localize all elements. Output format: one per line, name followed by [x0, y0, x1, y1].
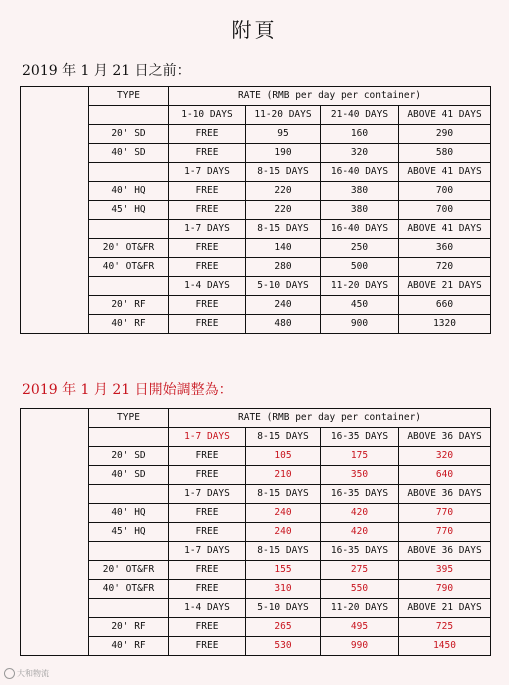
rate-cell: ABOVE 41 DAYS	[399, 220, 491, 239]
rate-cell: 530	[246, 637, 321, 656]
rate-cell: 320	[321, 144, 399, 163]
rate-cell: ABOVE 21 DAYS	[399, 599, 491, 618]
rate-cell: FREE	[169, 447, 246, 466]
rate-cell: 11-20 DAYS	[246, 106, 321, 125]
rate-cell: FREE	[169, 258, 246, 277]
rate-cell: FREE	[169, 504, 246, 523]
page-title: 附頁	[231, 18, 278, 42]
rate-cell: 8-15 DAYS	[246, 163, 321, 182]
rate-cell: 1-7 DAYS	[169, 542, 246, 561]
rate-cell: 770	[399, 504, 491, 523]
blank-side-cell	[21, 409, 89, 656]
type-header: TYPE	[89, 409, 169, 428]
rate-cell: FREE	[169, 201, 246, 220]
container-type-cell: 20' OT&FR	[89, 239, 169, 258]
rate-cell: 1-7 DAYS	[169, 485, 246, 504]
rate-cell: 660	[399, 296, 491, 315]
rate-cell: 1-7 DAYS	[169, 220, 246, 239]
rate-cell: 240	[246, 523, 321, 542]
table-row	[21, 296, 491, 315]
rate-cell: 350	[321, 466, 399, 485]
rate-cell: FREE	[169, 125, 246, 144]
table-row	[21, 447, 491, 466]
table-row	[21, 561, 491, 580]
rate-cell: FREE	[169, 239, 246, 258]
container-type-cell: 40' SD	[89, 466, 169, 485]
container-type-cell: 20' SD	[89, 447, 169, 466]
table-row	[21, 504, 491, 523]
rate-cell: 95	[246, 125, 321, 144]
rate-cell: 1-7 DAYS	[169, 428, 246, 447]
rate-cell: 8-15 DAYS	[246, 542, 321, 561]
rate-cell: 275	[321, 561, 399, 580]
rate-header: RATE (RMB per day per container)	[169, 409, 491, 428]
container-type-cell: 40' RF	[89, 637, 169, 656]
table-row	[21, 106, 491, 125]
container-type-cell: 20' OT&FR	[89, 561, 169, 580]
container-type-cell	[89, 277, 169, 296]
rate-cell: ABOVE 36 DAYS	[399, 542, 491, 561]
rate-cell: 310	[246, 580, 321, 599]
table-row	[21, 637, 491, 656]
rate-cell: 240	[246, 504, 321, 523]
rate-cell: 16-40 DAYS	[321, 220, 399, 239]
rate-cell: ABOVE 36 DAYS	[399, 428, 491, 447]
section-1-heading: 2019 年 1 月 21 日之前：	[22, 63, 191, 79]
rate-cell: 420	[321, 523, 399, 542]
watermark	[4, 668, 49, 679]
table-row	[21, 580, 491, 599]
rate-cell: ABOVE 41 DAYS	[399, 106, 491, 125]
rate-cell: 220	[246, 201, 321, 220]
rate-cell: FREE	[169, 144, 246, 163]
container-type-cell: 40' HQ	[89, 504, 169, 523]
table-row	[21, 542, 491, 561]
container-type-cell	[89, 485, 169, 504]
container-type-cell	[89, 163, 169, 182]
rate-cell: 360	[399, 239, 491, 258]
rate-header: RATE (RMB per day per container)	[169, 87, 491, 106]
container-type-cell: 20' RF	[89, 296, 169, 315]
rate-cell: 11-20 DAYS	[321, 277, 399, 296]
rate-cell: 770	[399, 523, 491, 542]
rate-cell: 8-15 DAYS	[246, 220, 321, 239]
container-type-cell: 40' OT&FR	[89, 258, 169, 277]
rate-cell: ABOVE 41 DAYS	[399, 163, 491, 182]
rate-cell: 320	[399, 447, 491, 466]
rate-cell: 1-4 DAYS	[169, 599, 246, 618]
rate-cell: 495	[321, 618, 399, 637]
rate-cell: 990	[321, 637, 399, 656]
rate-cell: ABOVE 21 DAYS	[399, 277, 491, 296]
rate-cell: 140	[246, 239, 321, 258]
rate-cell: FREE	[169, 182, 246, 201]
table-row	[21, 125, 491, 144]
table-row	[21, 277, 491, 296]
table-row	[21, 163, 491, 182]
rate-cell: FREE	[169, 523, 246, 542]
rate-cell: 380	[321, 182, 399, 201]
rate-cell: 16-35 DAYS	[321, 428, 399, 447]
rate-cell: FREE	[169, 296, 246, 315]
rate-cell: 250	[321, 239, 399, 258]
rate-cell: 450	[321, 296, 399, 315]
rate-cell: FREE	[169, 580, 246, 599]
section-2-heading: 2019 年 1 月 21 日開始調整為：	[22, 382, 233, 398]
rate-cell: 155	[246, 561, 321, 580]
container-type-cell	[89, 599, 169, 618]
rate-table-after	[20, 408, 491, 656]
rate-cell: 900	[321, 315, 399, 334]
rate-cell: 11-20 DAYS	[321, 599, 399, 618]
table-row	[21, 144, 491, 163]
rate-cell: 395	[399, 561, 491, 580]
container-type-cell	[89, 542, 169, 561]
rate-cell: 1-7 DAYS	[169, 163, 246, 182]
rate-cell: 190	[246, 144, 321, 163]
table-row	[21, 315, 491, 334]
container-type-cell: 40' OT&FR	[89, 580, 169, 599]
container-type-cell: 45' HQ	[89, 523, 169, 542]
rate-cell: 720	[399, 258, 491, 277]
rate-cell: 21-40 DAYS	[321, 106, 399, 125]
container-type-cell: 20' SD	[89, 125, 169, 144]
rate-cell: 580	[399, 144, 491, 163]
rate-cell: 500	[321, 258, 399, 277]
rate-cell: 725	[399, 618, 491, 637]
rate-cell: 240	[246, 296, 321, 315]
table-row	[21, 239, 491, 258]
table-row	[21, 182, 491, 201]
container-type-cell	[89, 428, 169, 447]
rate-cell: 700	[399, 201, 491, 220]
rate-cell: 8-15 DAYS	[246, 428, 321, 447]
table-row	[21, 485, 491, 504]
rate-cell: 700	[399, 182, 491, 201]
rate-cell: 5-10 DAYS	[246, 599, 321, 618]
container-type-cell	[89, 106, 169, 125]
rate-cell: 420	[321, 504, 399, 523]
rate-cell: FREE	[169, 466, 246, 485]
rate-cell: 105	[246, 447, 321, 466]
rate-cell: 265	[246, 618, 321, 637]
rate-cell: 1320	[399, 315, 491, 334]
table-header-row	[21, 87, 491, 106]
rate-cell: 290	[399, 125, 491, 144]
rate-cell: 175	[321, 447, 399, 466]
rate-cell: 16-35 DAYS	[321, 542, 399, 561]
table-row	[21, 466, 491, 485]
rate-cell: 380	[321, 201, 399, 220]
container-type-cell	[89, 220, 169, 239]
type-header: TYPE	[89, 87, 169, 106]
rate-cell: 210	[246, 466, 321, 485]
rate-table-before	[20, 86, 491, 334]
rate-cell: FREE	[169, 637, 246, 656]
rate-cell: FREE	[169, 618, 246, 637]
rate-cell: 480	[246, 315, 321, 334]
container-type-cell: 45' HQ	[89, 201, 169, 220]
weibo-icon	[4, 668, 15, 679]
rate-cell: 16-35 DAYS	[321, 485, 399, 504]
rate-cell: 8-15 DAYS	[246, 485, 321, 504]
rate-cell: 220	[246, 182, 321, 201]
rate-cell: 280	[246, 258, 321, 277]
rate-cell: 16-40 DAYS	[321, 163, 399, 182]
rate-cell: 790	[399, 580, 491, 599]
container-type-cell: 40' SD	[89, 144, 169, 163]
table-row	[21, 201, 491, 220]
container-type-cell: 40' HQ	[89, 182, 169, 201]
rate-cell: 5-10 DAYS	[246, 277, 321, 296]
rate-cell: 160	[321, 125, 399, 144]
blank-side-cell	[21, 87, 89, 334]
table-row	[21, 258, 491, 277]
table-row	[21, 599, 491, 618]
table-row	[21, 220, 491, 239]
rate-cell: 550	[321, 580, 399, 599]
container-type-cell: 40' RF	[89, 315, 169, 334]
table-row	[21, 523, 491, 542]
rate-cell: 1-4 DAYS	[169, 277, 246, 296]
rate-cell: 640	[399, 466, 491, 485]
container-type-cell: 20' RF	[89, 618, 169, 637]
table-row	[21, 428, 491, 447]
watermark-text: 大和物流	[17, 669, 49, 678]
rate-cell: FREE	[169, 561, 246, 580]
rate-cell: ABOVE 36 DAYS	[399, 485, 491, 504]
rate-cell: 1450	[399, 637, 491, 656]
table-header-row	[21, 409, 491, 428]
rate-cell: FREE	[169, 315, 246, 334]
rate-cell: 1-10 DAYS	[169, 106, 246, 125]
table-row	[21, 618, 491, 637]
